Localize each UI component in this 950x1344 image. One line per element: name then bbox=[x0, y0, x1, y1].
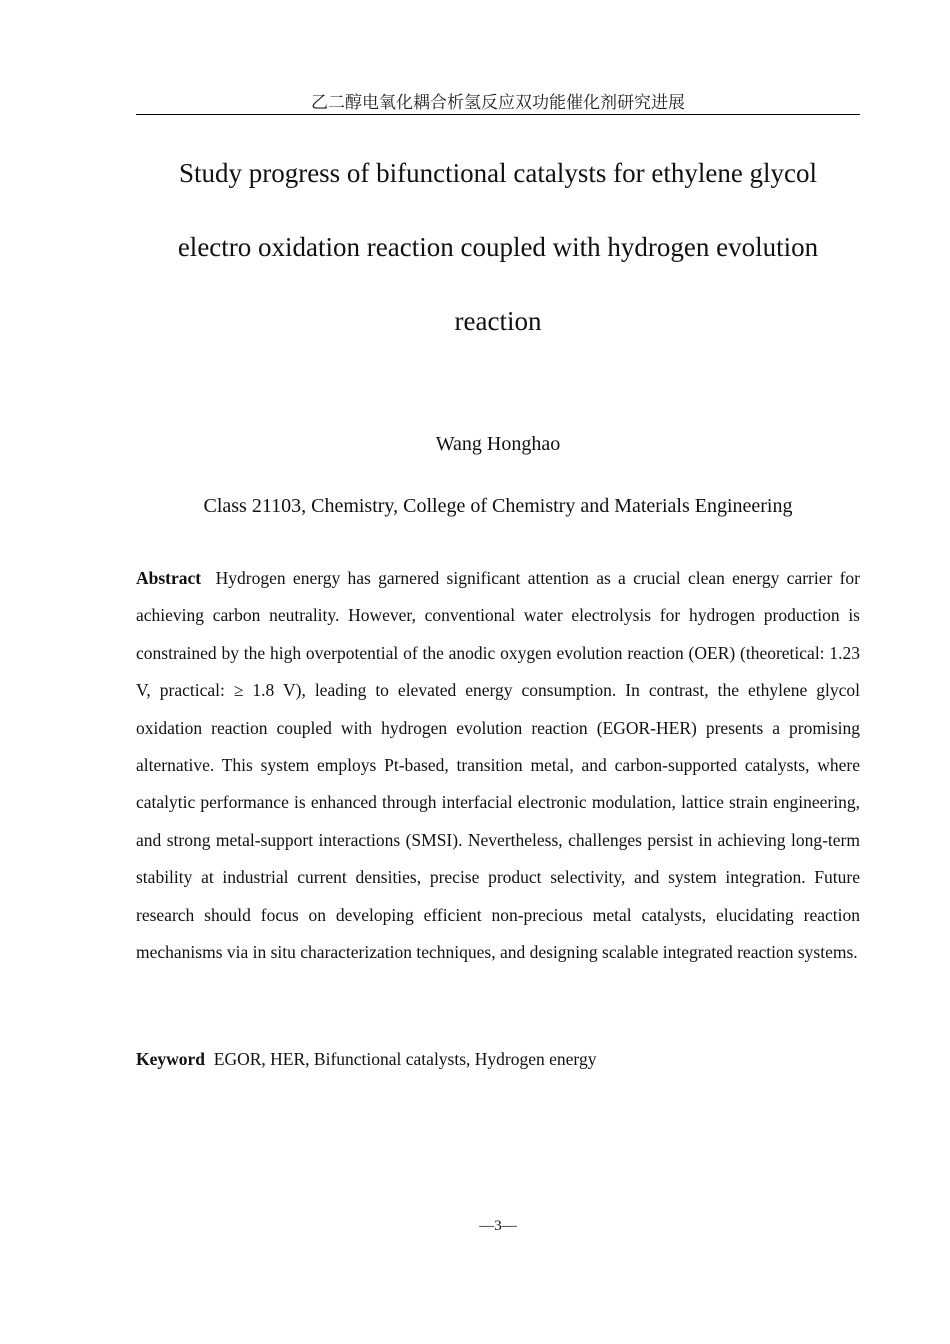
abstract-paragraph bbox=[136, 560, 860, 971]
header-divider bbox=[136, 114, 860, 115]
paper-title bbox=[136, 136, 860, 358]
running-header: 乙二醇电氧化耦合析氢反应双功能催化剂研究进展 bbox=[311, 93, 685, 113]
keywords-line bbox=[136, 1044, 860, 1074]
title-line-3: reaction bbox=[454, 306, 542, 336]
title-line-2: electro oxidation reaction coupled with hydrogen evolution bbox=[177, 232, 819, 262]
keywords-label: Keyword bbox=[136, 1049, 206, 1069]
abstract-label: Abstract bbox=[136, 568, 202, 588]
abstract-text: Hydrogen energy has garnered significant attention as a crucial clean energy carrier for achieving carbon neutrality. However, conventional water electrolysis for hydrogen production is constrained by the high overpotential of the anodic oxygen evolution reaction (OER) (theoretical: 1.23 V, practical: ≥ 1.8 V), leading to elevated energy consumption. In contrast, the ethylene glycol oxidation reaction coupled with hydrogen evolution reaction (EGOR-HER) presents a promising alternative. This system employs Pt-based, transition metal, and carbon-supported catalysts, where catalytic performance is enhanced through interfacial electronic modulation, lattice strain engineering, and strong metal-support interactions (SMSI). Nevertheless, challenges persist in achieving long-term stability at industrial current densities, precise product selectivity, and system integration. Future research should focus on developing efficient non-precious metal catalysts, elucidating reaction mechanisms via in situ characterization techniques, and designing scalable integrated reaction systems. bbox=[136, 568, 861, 963]
title-line-1: Study progress of bifunctional catalysts for ethylene glycol bbox=[178, 158, 818, 188]
author-name: Wang Honghao bbox=[435, 433, 561, 455]
page-number: —3— bbox=[479, 1218, 517, 1234]
author-affiliation: Class 21103, Chemistry, College of Chemistry and Materials Engineering bbox=[203, 495, 793, 517]
keywords-text: EGOR, HER, Bifunctional catalysts, Hydrogen energy bbox=[213, 1049, 597, 1069]
